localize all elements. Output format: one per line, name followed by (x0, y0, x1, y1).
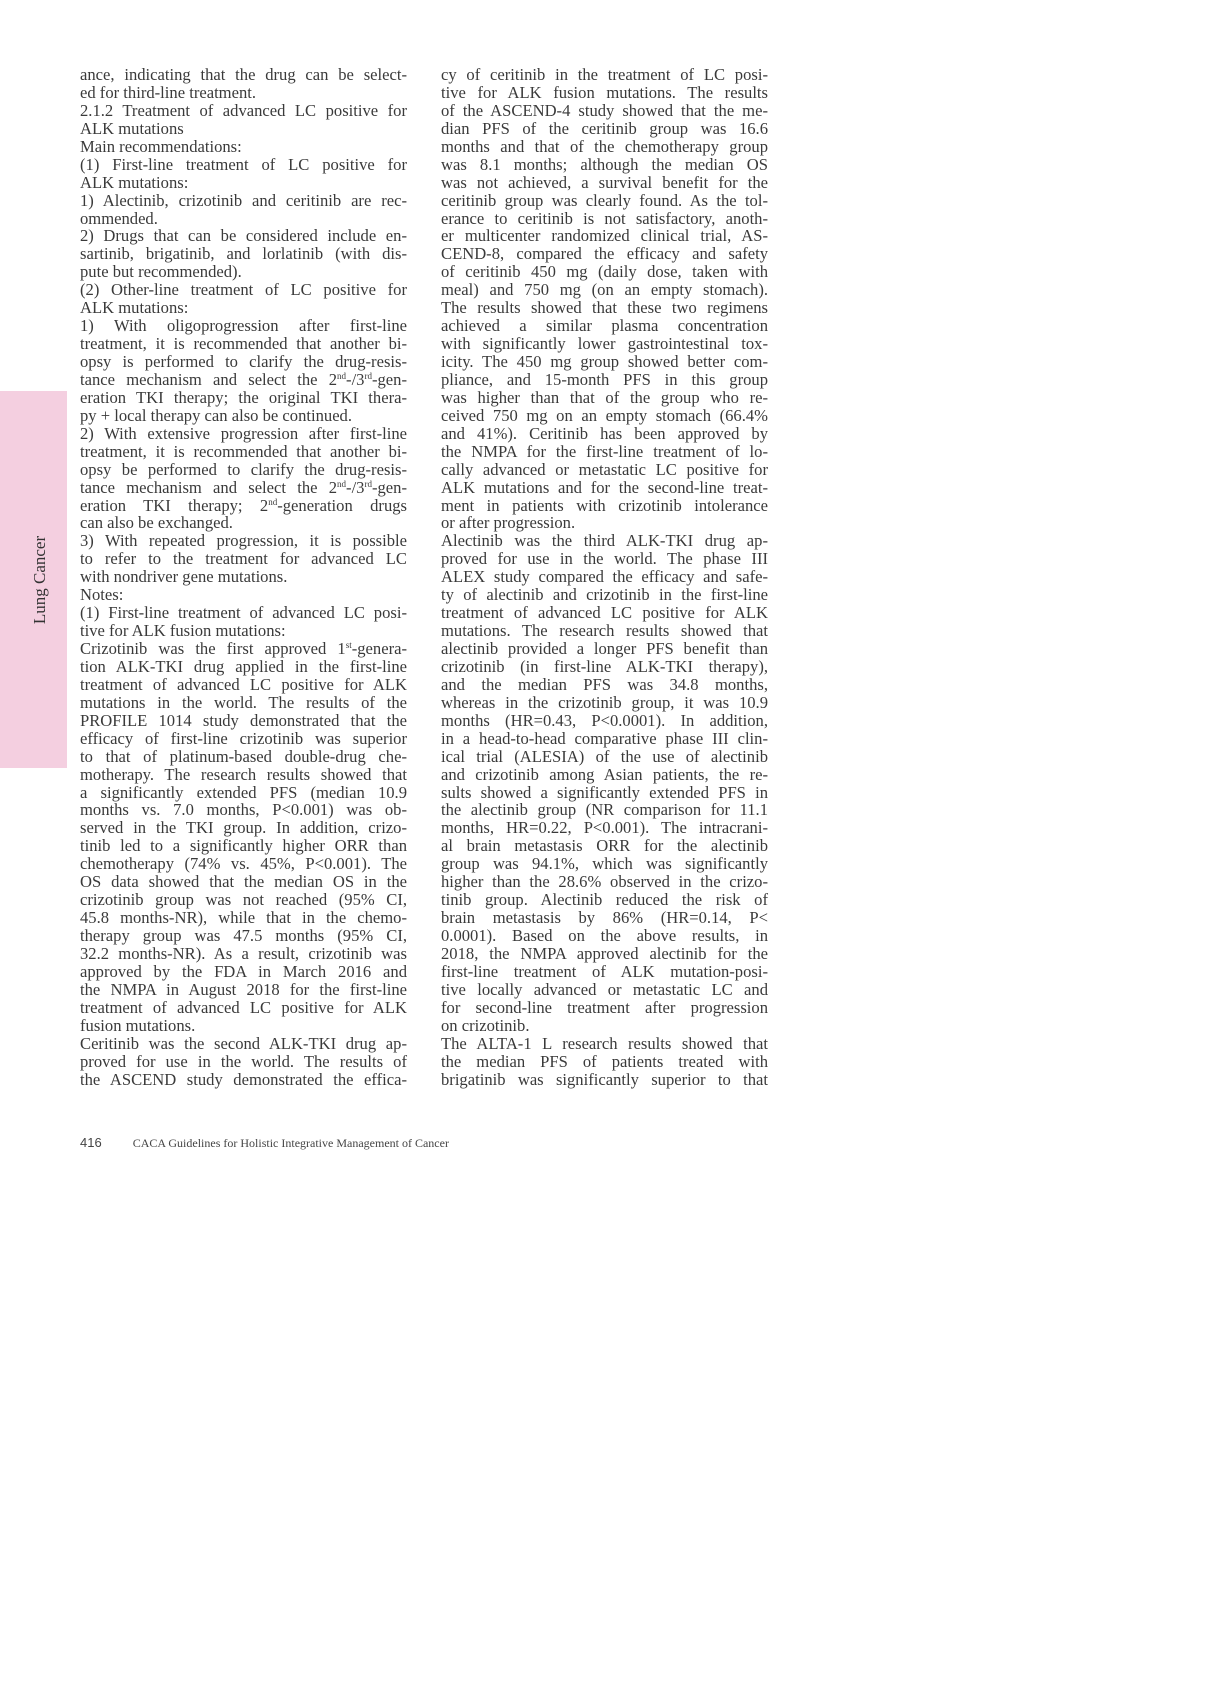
text-run: group was 94.1%, which was significantly (441, 854, 768, 874)
text-run: achieved a similar plasma concentration (441, 316, 768, 336)
text-line (80, 299, 407, 317)
text-line (80, 443, 407, 461)
text-line (441, 120, 768, 138)
text-line (441, 855, 768, 873)
text-run: PROFILE 1014 study demonstrated that the (80, 710, 407, 730)
text-run: -gen- (371, 477, 407, 497)
text-line (441, 963, 768, 981)
text-line (80, 1071, 407, 1089)
text-run: Main recommendations: (80, 136, 242, 156)
text-line (441, 712, 768, 730)
text-line (80, 837, 407, 855)
text-run: 45.8 months-NR), while that in the chemo- (80, 908, 407, 928)
text-line (80, 497, 407, 515)
text-run: tive for ALK fusion mutations: (80, 621, 286, 641)
text-line (80, 425, 407, 443)
text-line (441, 801, 768, 819)
text-run: proved for use in the world. The results of (80, 1051, 407, 1071)
text-line (441, 227, 768, 245)
text-run: efficacy of first-line crizotinib was superior (80, 728, 407, 748)
text-line (80, 1053, 407, 1071)
text-line (441, 837, 768, 855)
text-line (80, 102, 407, 120)
left-text-column (80, 66, 407, 1088)
text-line (441, 192, 768, 210)
text-line (80, 210, 407, 228)
text-run: ceived 750 mg on an empty stomach (66.4% (441, 405, 768, 425)
text-line (441, 84, 768, 102)
text-run: months (HR=0.43, P<0.0001). In addition, (441, 710, 768, 730)
text-run: months vs. 7.0 months, P<0.001) was ob- (80, 800, 407, 820)
text-run: ance, indicating that the drug can be select- (80, 65, 407, 84)
text-line (441, 999, 768, 1017)
text-line (441, 658, 768, 676)
text-run: erance to ceritinib is not satisfactory, anoth- (441, 208, 768, 228)
text-line (80, 281, 407, 299)
text-line (80, 227, 407, 245)
text-line (441, 532, 768, 550)
text-run: with significantly lower gastrointestinal tox- (441, 334, 768, 354)
superscript: rd (364, 478, 372, 489)
text-line (441, 676, 768, 694)
text-run: py + local therapy can also be continued. (80, 405, 352, 425)
text-run: cy of ceritinib in the treatment of LC posi- (441, 65, 768, 84)
text-line (80, 658, 407, 676)
text-line (80, 891, 407, 909)
text-line (441, 730, 768, 748)
text-run: for second-line treatment after progression (441, 997, 768, 1017)
text-run: of ceritinib 450 mg (daily dose, taken with (441, 262, 768, 282)
text-line (80, 1017, 407, 1035)
right-text-column (441, 66, 768, 1088)
text-line (80, 604, 407, 622)
text-run: chemotherapy (74% vs. 45%, P<0.001). The (80, 854, 407, 874)
text-line (80, 66, 407, 84)
text-run: was higher than that of the group who re- (441, 387, 768, 407)
text-run: of the ASCEND-4 study showed that the me- (441, 100, 768, 120)
text-run: and 41%). Ceritinib has been approved by (441, 423, 768, 443)
text-run: (2) Other-line treatment of LC positive for (80, 280, 407, 300)
text-line (80, 999, 407, 1017)
text-run: months and that of the chemotherapy group (441, 136, 768, 156)
text-line (441, 586, 768, 604)
text-run: tinib led to a significantly higher ORR than (80, 836, 407, 856)
text-run: 2) Drugs that can be considered include en- (80, 226, 407, 246)
text-run: 2) With extensive progression after first-line (80, 423, 407, 443)
text-line (441, 281, 768, 299)
section-side-tab-label: Lung Cancer (30, 535, 49, 625)
text-run: 0.0001). Based on the above results, in (441, 926, 768, 945)
text-run: ceritinib group was clearly found. As the tol- (441, 190, 768, 210)
text-line (441, 156, 768, 174)
text-run: -genera- (351, 639, 407, 658)
text-run: or after progression. (441, 513, 576, 533)
text-run: ALK mutations: (80, 172, 189, 192)
text-line (441, 514, 768, 532)
text-line (80, 156, 407, 174)
text-line (441, 461, 768, 479)
text-line (441, 1053, 768, 1071)
text-line (441, 263, 768, 281)
text-run: was not achieved, a survival benefit for the (441, 172, 768, 192)
text-run: al brain metastasis ORR for the alectinib (441, 836, 768, 856)
text-run: tance mechanism and select the 2 (80, 477, 338, 497)
text-run: (1) First-line treatment of LC positive for (80, 154, 407, 174)
text-run: ty of alectinib and crizotinib in the first-line (441, 585, 768, 605)
text-run: treatment, it is recommended that another bi- (80, 441, 407, 461)
text-run: months, HR=0.22, P<0.001). The intracrani- (441, 818, 768, 838)
text-run: brigatinib was significantly superior to that (441, 1069, 768, 1089)
text-run: fusion mutations. (80, 1015, 196, 1035)
text-run: crizotinib group was not reached (95% CI, (80, 890, 407, 910)
text-run: -gen- (371, 369, 407, 389)
text-run: ical trial (ALESIA) of the use of alectinib (441, 746, 768, 766)
text-run: eration TKI therapy; 2 (80, 495, 269, 515)
text-run: dian PFS of the ceritinib group was 16.6 (441, 118, 768, 138)
text-line (441, 174, 768, 192)
text-run: a significantly extended PFS (median 10.9 (80, 782, 407, 802)
text-line (80, 981, 407, 999)
text-run: treatment of advanced LC positive for ALK (441, 603, 768, 623)
text-run: ALEX study compared the efficacy and safe- (441, 567, 768, 587)
text-line (441, 479, 768, 497)
text-line (80, 784, 407, 802)
text-line (80, 748, 407, 766)
superscript: nd (337, 478, 347, 489)
text-run: opsy be performed to clarify the drug-resis- (80, 459, 407, 479)
text-line (80, 514, 407, 532)
text-line (441, 497, 768, 515)
text-line (441, 138, 768, 156)
text-line (441, 299, 768, 317)
text-run: icity. The 450 mg group showed better com- (441, 352, 768, 371)
text-run: the median PFS of patients treated with (441, 1051, 768, 1071)
text-line (441, 945, 768, 963)
text-run: on crizotinib. (441, 1015, 530, 1035)
text-line (80, 640, 407, 658)
text-run: ALK mutations (80, 118, 184, 138)
text-line (441, 640, 768, 658)
text-line (80, 927, 407, 945)
text-line (80, 407, 407, 425)
text-line (441, 1017, 768, 1035)
text-line (80, 1035, 407, 1053)
text-line (80, 84, 407, 102)
text-run: ed for third-line treatment. (80, 82, 257, 102)
text-run: mutations in the world. The results of the (80, 692, 407, 712)
text-line (441, 245, 768, 263)
text-run: tance mechanism and select the 2 (80, 369, 338, 389)
text-line (441, 407, 768, 425)
text-line (80, 317, 407, 335)
text-line (441, 210, 768, 228)
text-line (441, 927, 768, 945)
text-run: ALK mutations: (80, 298, 189, 318)
text-run: opsy is performed to clarify the drug-resis- (80, 352, 407, 371)
superscript: nd (337, 370, 347, 381)
text-line (441, 568, 768, 586)
text-line (441, 748, 768, 766)
text-run: served in the TKI group. In addition, crizo- (80, 818, 407, 838)
text-run: (1) First-line treatment of advanced LC posi- (80, 603, 407, 623)
text-line (441, 909, 768, 927)
text-run: ment in patients with crizotinib intolerance (441, 495, 768, 515)
text-line (80, 766, 407, 784)
text-line (441, 891, 768, 909)
text-line (80, 819, 407, 837)
text-line (441, 335, 768, 353)
text-run: 3) With repeated progression, it is possible (80, 531, 407, 551)
text-line (441, 353, 768, 371)
text-run: eration TKI therapy; the original TKI thera- (80, 387, 407, 407)
text-run: proved for use in the world. The phase III (441, 549, 768, 569)
text-line (80, 192, 407, 210)
text-line (80, 550, 407, 568)
text-run: first-line treatment of ALK mutation-posi- (441, 961, 768, 981)
text-run: mutations. The research results showed that (441, 621, 768, 641)
text-line (80, 945, 407, 963)
text-run: with nondriver gene mutations. (80, 567, 288, 587)
text-line (80, 389, 407, 407)
text-run: Alectinib was the third ALK-TKI drug ap- (441, 531, 768, 551)
text-run: treatment of advanced LC positive for ALK (80, 997, 407, 1017)
page-number: 416 (80, 1135, 102, 1150)
text-line (80, 479, 407, 497)
text-run: -/3 (346, 477, 365, 497)
superscript: rd (364, 370, 372, 381)
text-line (441, 873, 768, 891)
text-line (80, 120, 407, 138)
text-run: in a head-to-head comparative phase III clin- (441, 728, 768, 748)
text-run: to refer to the treatment for advanced LC (80, 549, 407, 569)
text-line (80, 694, 407, 712)
text-run: and the median PFS was 34.8 months, (441, 674, 768, 694)
text-run: The results showed that these two regimens (441, 298, 768, 318)
superscript: st (345, 640, 352, 650)
text-line (80, 963, 407, 981)
text-line (441, 784, 768, 802)
text-line (80, 586, 407, 604)
text-line (80, 676, 407, 694)
text-run: ALK mutations and for the second-line treat- (441, 477, 768, 497)
text-line (80, 532, 407, 550)
text-run: to that of platinum-based double-drug che- (80, 746, 407, 766)
text-line (441, 66, 768, 84)
text-run: sults showed a significantly extended PFS in (441, 782, 768, 802)
text-line (441, 819, 768, 837)
text-run: pute but recommended). (80, 262, 242, 282)
text-line (441, 317, 768, 335)
text-line (441, 102, 768, 120)
page-footer (80, 1135, 449, 1151)
text-run: therapy group was 47.5 months (95% CI, (80, 926, 407, 945)
text-run: -/3 (346, 369, 365, 389)
text-run: can also be exchanged. (80, 513, 233, 533)
text-line (80, 138, 407, 156)
text-run: tive locally advanced or metastatic LC and (441, 979, 768, 999)
text-run: pliance, and 15-month PFS in this group (441, 369, 768, 389)
text-line (441, 766, 768, 784)
text-line (80, 730, 407, 748)
text-run: the alectinib group (NR comparison for 11.1 (441, 800, 768, 820)
text-run: treatment of advanced LC positive for ALK (80, 674, 407, 694)
text-run: meal) and 750 mg (on an empty stomach). (441, 280, 768, 300)
text-line (80, 245, 407, 263)
text-run: ommended. (80, 208, 158, 228)
text-run: er multicenter randomized clinical trial, AS- (441, 226, 768, 246)
text-run: cally advanced or metastatic LC positive for (441, 459, 768, 479)
text-run: treatment, it is recommended that another bi- (80, 334, 407, 354)
text-run: brain metastasis by 86% (HR=0.14, P< (441, 908, 768, 928)
text-line (441, 425, 768, 443)
text-run: the NMPA for the first-line treatment of lo- (441, 441, 768, 461)
text-run: the ASCEND study demonstrated the effica- (80, 1069, 407, 1089)
text-line (80, 712, 407, 730)
text-run: -generation drugs (277, 495, 408, 515)
text-run: 1) Alectinib, crizotinib and ceritinib are rec- (80, 190, 407, 210)
text-line (80, 622, 407, 640)
text-line (441, 389, 768, 407)
text-line (80, 801, 407, 819)
text-line (441, 443, 768, 461)
text-run: 32.2 months-NR). As a result, crizotinib was (80, 943, 407, 963)
text-run: CEND-8, compared the efficacy and safety (441, 244, 768, 264)
text-line (80, 371, 407, 389)
text-line (80, 568, 407, 586)
text-run: the NMPA in August 2018 for the first-line (80, 979, 407, 999)
text-run: 1) With oligoprogression after first-line (80, 316, 407, 336)
text-run: Crizotinib was the first approved 1 (80, 639, 346, 658)
text-line (80, 174, 407, 192)
text-run: Ceritinib was the second ALK-TKI drug ap- (80, 1033, 407, 1053)
text-run: approved by the FDA in March 2016 and (80, 961, 407, 981)
text-line (80, 353, 407, 371)
text-line (441, 622, 768, 640)
text-run: crizotinib (in first-line ALK-TKI therapy), (441, 656, 768, 676)
text-line (80, 461, 407, 479)
text-run: whereas in the crizotinib group, it was 10.9 (441, 692, 768, 712)
text-line (441, 694, 768, 712)
text-line (441, 1035, 768, 1053)
text-line (441, 371, 768, 389)
text-run: higher than the 28.6% observed in the crizo- (441, 872, 768, 892)
text-line (80, 909, 407, 927)
text-run: tinib group. Alectinib reduced the risk of (441, 890, 768, 910)
text-run: Notes: (80, 585, 124, 605)
text-run: alectinib provided a longer PFS benefit than (441, 639, 768, 658)
text-run: sartinib, brigatinib, and lorlatinib (with dis- (80, 244, 407, 264)
text-line (80, 335, 407, 353)
text-line (441, 604, 768, 622)
text-run: 2018, the NMPA approved alectinib for the (441, 943, 768, 963)
text-line (441, 981, 768, 999)
text-line (441, 550, 768, 568)
text-run: tive for ALK fusion mutations. The results (441, 82, 768, 102)
running-title: CACA Guidelines for Holistic Integrative Management of Cancer (132, 1136, 449, 1150)
superscript: nd (268, 496, 278, 507)
text-line (441, 1071, 768, 1089)
text-run: was 8.1 months; although the median OS (441, 154, 768, 174)
text-run: OS data showed that the median OS in the (80, 872, 407, 892)
text-run: tion ALK-TKI drug applied in the first-line (80, 656, 407, 676)
text-line (80, 263, 407, 281)
text-line (80, 873, 407, 891)
text-line (80, 855, 407, 873)
text-run: The ALTA-1 L research results showed that (441, 1033, 768, 1053)
text-run: motherapy. The research results showed that (80, 764, 407, 784)
text-run: 2.1.2 Treatment of advanced LC positive for (80, 100, 407, 120)
text-run: and crizotinib among Asian patients, the re- (441, 764, 768, 784)
